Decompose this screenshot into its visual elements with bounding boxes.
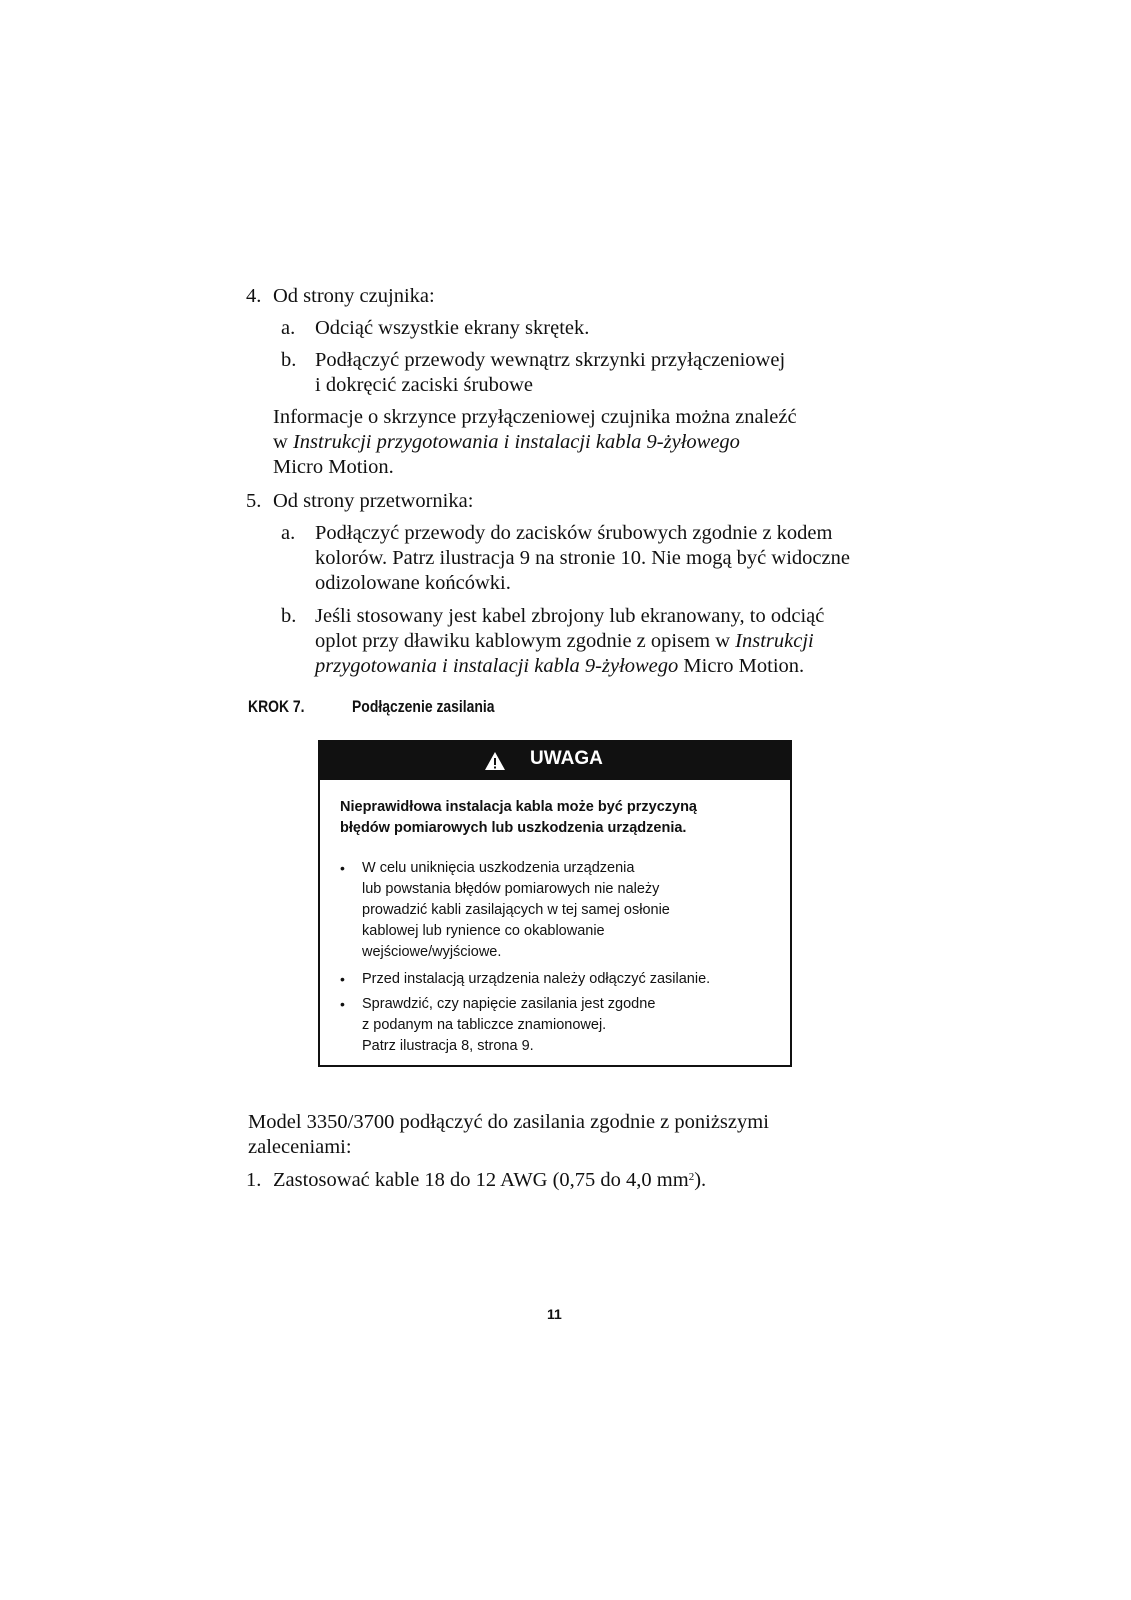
bullet-2-marker: •: [340, 971, 345, 987]
bullet-3-text: Sprawdzić, czy napięcie zasilania jest zgodne z podanym na tabliczce znamionowej. Patrz ilustracja 8, strona 9.: [362, 996, 656, 1054]
step4-info-line2: w Instrukcji przygotowania i instalacji kabla 9-żyłowego: [273, 431, 740, 453]
step5-b-line3: przygotowania i instalacji kabla 9-żyłowego Micro Motion.: [315, 655, 805, 677]
item1-number: 1.: [246, 1169, 262, 1191]
step4-info-line3: Micro Motion.: [273, 456, 394, 478]
manual-title-italic: Instrukcji przygotowania i instalacji kabla 9-żyłowego: [292, 431, 740, 453]
warning-summary: Nieprawidłowa instalacja kabla może być przyczyną błędów pomiarowych lub uszkodzenia urządzenia.: [340, 799, 697, 836]
step4-a-text: Odciąć wszystkie ekrany skrętek.: [315, 317, 590, 339]
step5-title: Od strony przetwornika:: [273, 490, 474, 512]
step4-b-line1: Podłączyć przewody wewnątrz skrzynki przyłączeniowej: [315, 349, 786, 371]
body-paragraph-line1: Model 3350/3700 podłączyć do zasilania zgodnie z poniższymi: [248, 1111, 769, 1133]
step4-b-letter: b.: [281, 349, 297, 371]
body-paragraph-line2: zaleceniami:: [248, 1136, 352, 1158]
bullet-1-text: W celu uniknięcia uszkodzenia urządzenia lub powstania błędów pomiarowych nie należy prowadzić kabli zasilających w tej samej osłonie kablowej lub rynience co okablowanie wejściowe/wyjściowe.: [362, 860, 670, 960]
step5-b-line1: Jeśli stosowany jest kabel zbrojony lub ekranowany, to odciąć: [315, 605, 825, 627]
step4-a-letter: a.: [281, 317, 296, 339]
warning-box: [318, 740, 792, 1067]
step4-info-line1: Informacje o skrzynce przyłączeniowej czujnika można znaleźć: [273, 406, 797, 428]
step5-a-line1: Podłączyć przewody do zacisków śrubowych zgodnie z kodem: [315, 522, 833, 544]
bullet-3-marker: •: [340, 996, 345, 1012]
step4-number: 4.: [246, 285, 262, 307]
page-number: 11: [547, 1306, 562, 1322]
step4-title: Od strony czujnika:: [273, 285, 435, 307]
bullet-1-marker: •: [340, 860, 345, 876]
section-step-label: KROK 7.: [248, 697, 305, 716]
step5-a-line3: odizolowane końcówki.: [315, 572, 511, 594]
step5-a-line2: kolorów. Patrz ilustracja 9 na stronie 10. Nie mogą być widoczne: [315, 547, 850, 569]
step4-b-line2: i dokręcić zaciski śrubowe: [315, 374, 534, 396]
step5-number: 5.: [246, 490, 262, 512]
step5-a-letter: a.: [281, 522, 296, 544]
bullet-2-text: Przed instalacją urządzenia należy odłączyć zasilanie.: [362, 971, 711, 987]
section-title: Podłączenie zasilania: [352, 697, 495, 716]
step5-b-letter: b.: [281, 605, 297, 627]
item1-text: Zastosować kable 18 do 12 AWG (0,75 do 4,0 $mm^2$).: [273, 1169, 707, 1191]
warning-triangle-icon: [484, 751, 506, 771]
step5-b-line2: oplot przy dławiku kablowym zgodnie z opisem w Instrukcji: [315, 630, 814, 652]
warning-header: [320, 742, 790, 780]
warning-title: UWAGA: [530, 748, 603, 769]
